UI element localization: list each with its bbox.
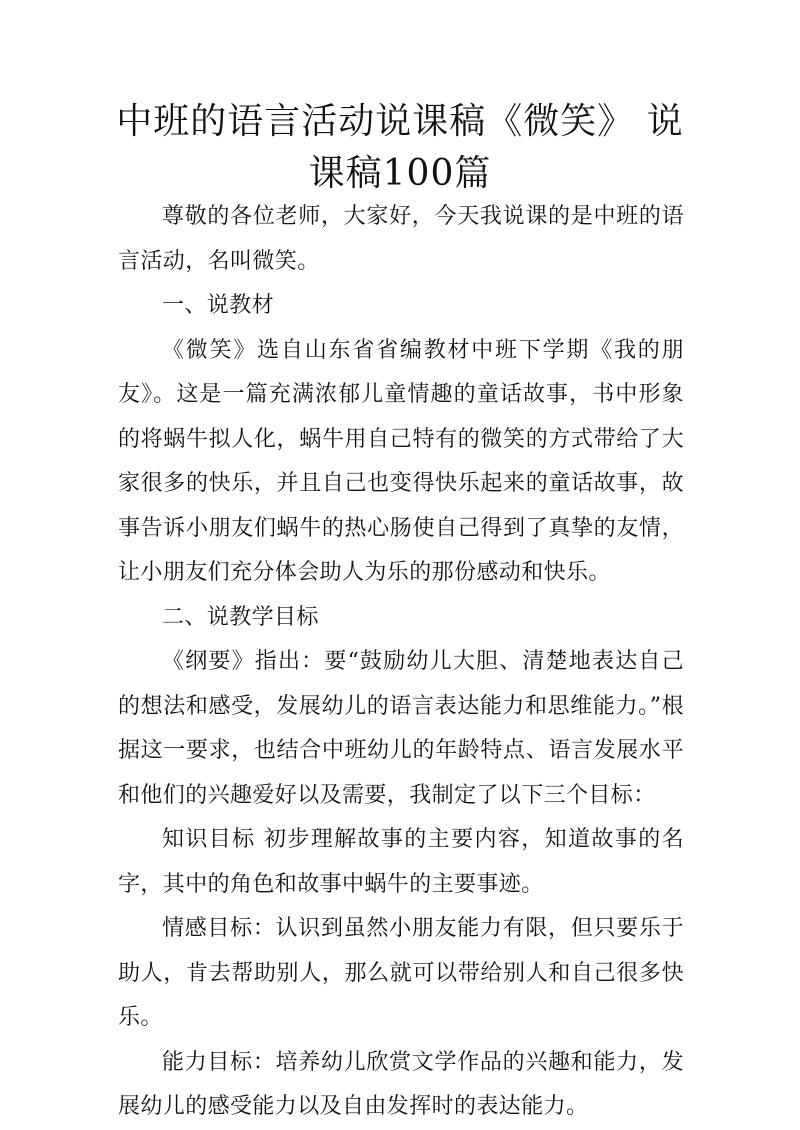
section-heading-goals: 二、说教学目标 xyxy=(162,604,319,630)
document-body xyxy=(118,195,684,1130)
section-heading-materials: 一、说教材 xyxy=(162,293,275,318)
document-title: 中班的语言活动说课稿《微笑》 说课稿100篇 xyxy=(116,101,684,194)
paragraph-greeting: 尊敬的各位老师，大家好，今天我说课的是中班的语言活动，名叫微笑。 xyxy=(118,204,684,274)
paragraph-ability-goal: 能力目标：培养幼儿欣赏文学作品的兴趣和能力，发展幼儿的感受能力以及自由发挥时的表达能力。 xyxy=(118,1049,684,1119)
paragraph-materials: 《微笑》选自山东省省编教材中班下学期《我的朋友》。这是一篇充满浓郁儿童情趣的童话故事，书中形象的将蜗牛拟人化，蜗牛用自己特有的微笑的方式带给了大家很多的快乐，并且自己也变得快乐起来的童话故事，故事告诉小朋友们蜗牛的热心肠使自己得到了真挚的友情，让小朋友们充分体会助人为乐的那份感动和快乐。 xyxy=(118,337,684,585)
paragraph-knowledge-goal: 知识目标 初步理解故事的主要内容，知道故事的名字，其中的角色和故事中蜗牛的主要事迹。 xyxy=(118,827,684,897)
paragraph-outline: 《纲要》指出：要“鼓励幼儿大胆、清楚地表达自己的想法和感受，发展幼儿的语言表达能力和思维能力。”根据这一要求，也结合中班幼儿的年龄特点、语言发展水平和他们的兴趣爱好以及需要，我制定了以下三个目标： xyxy=(118,649,684,808)
paragraph-emotion-goal: 情感目标：认识到虽然小朋友能力有限，但只要乐于助人，肯去帮助别人，那么就可以带给别人和自己很多快乐。 xyxy=(118,916,684,1030)
